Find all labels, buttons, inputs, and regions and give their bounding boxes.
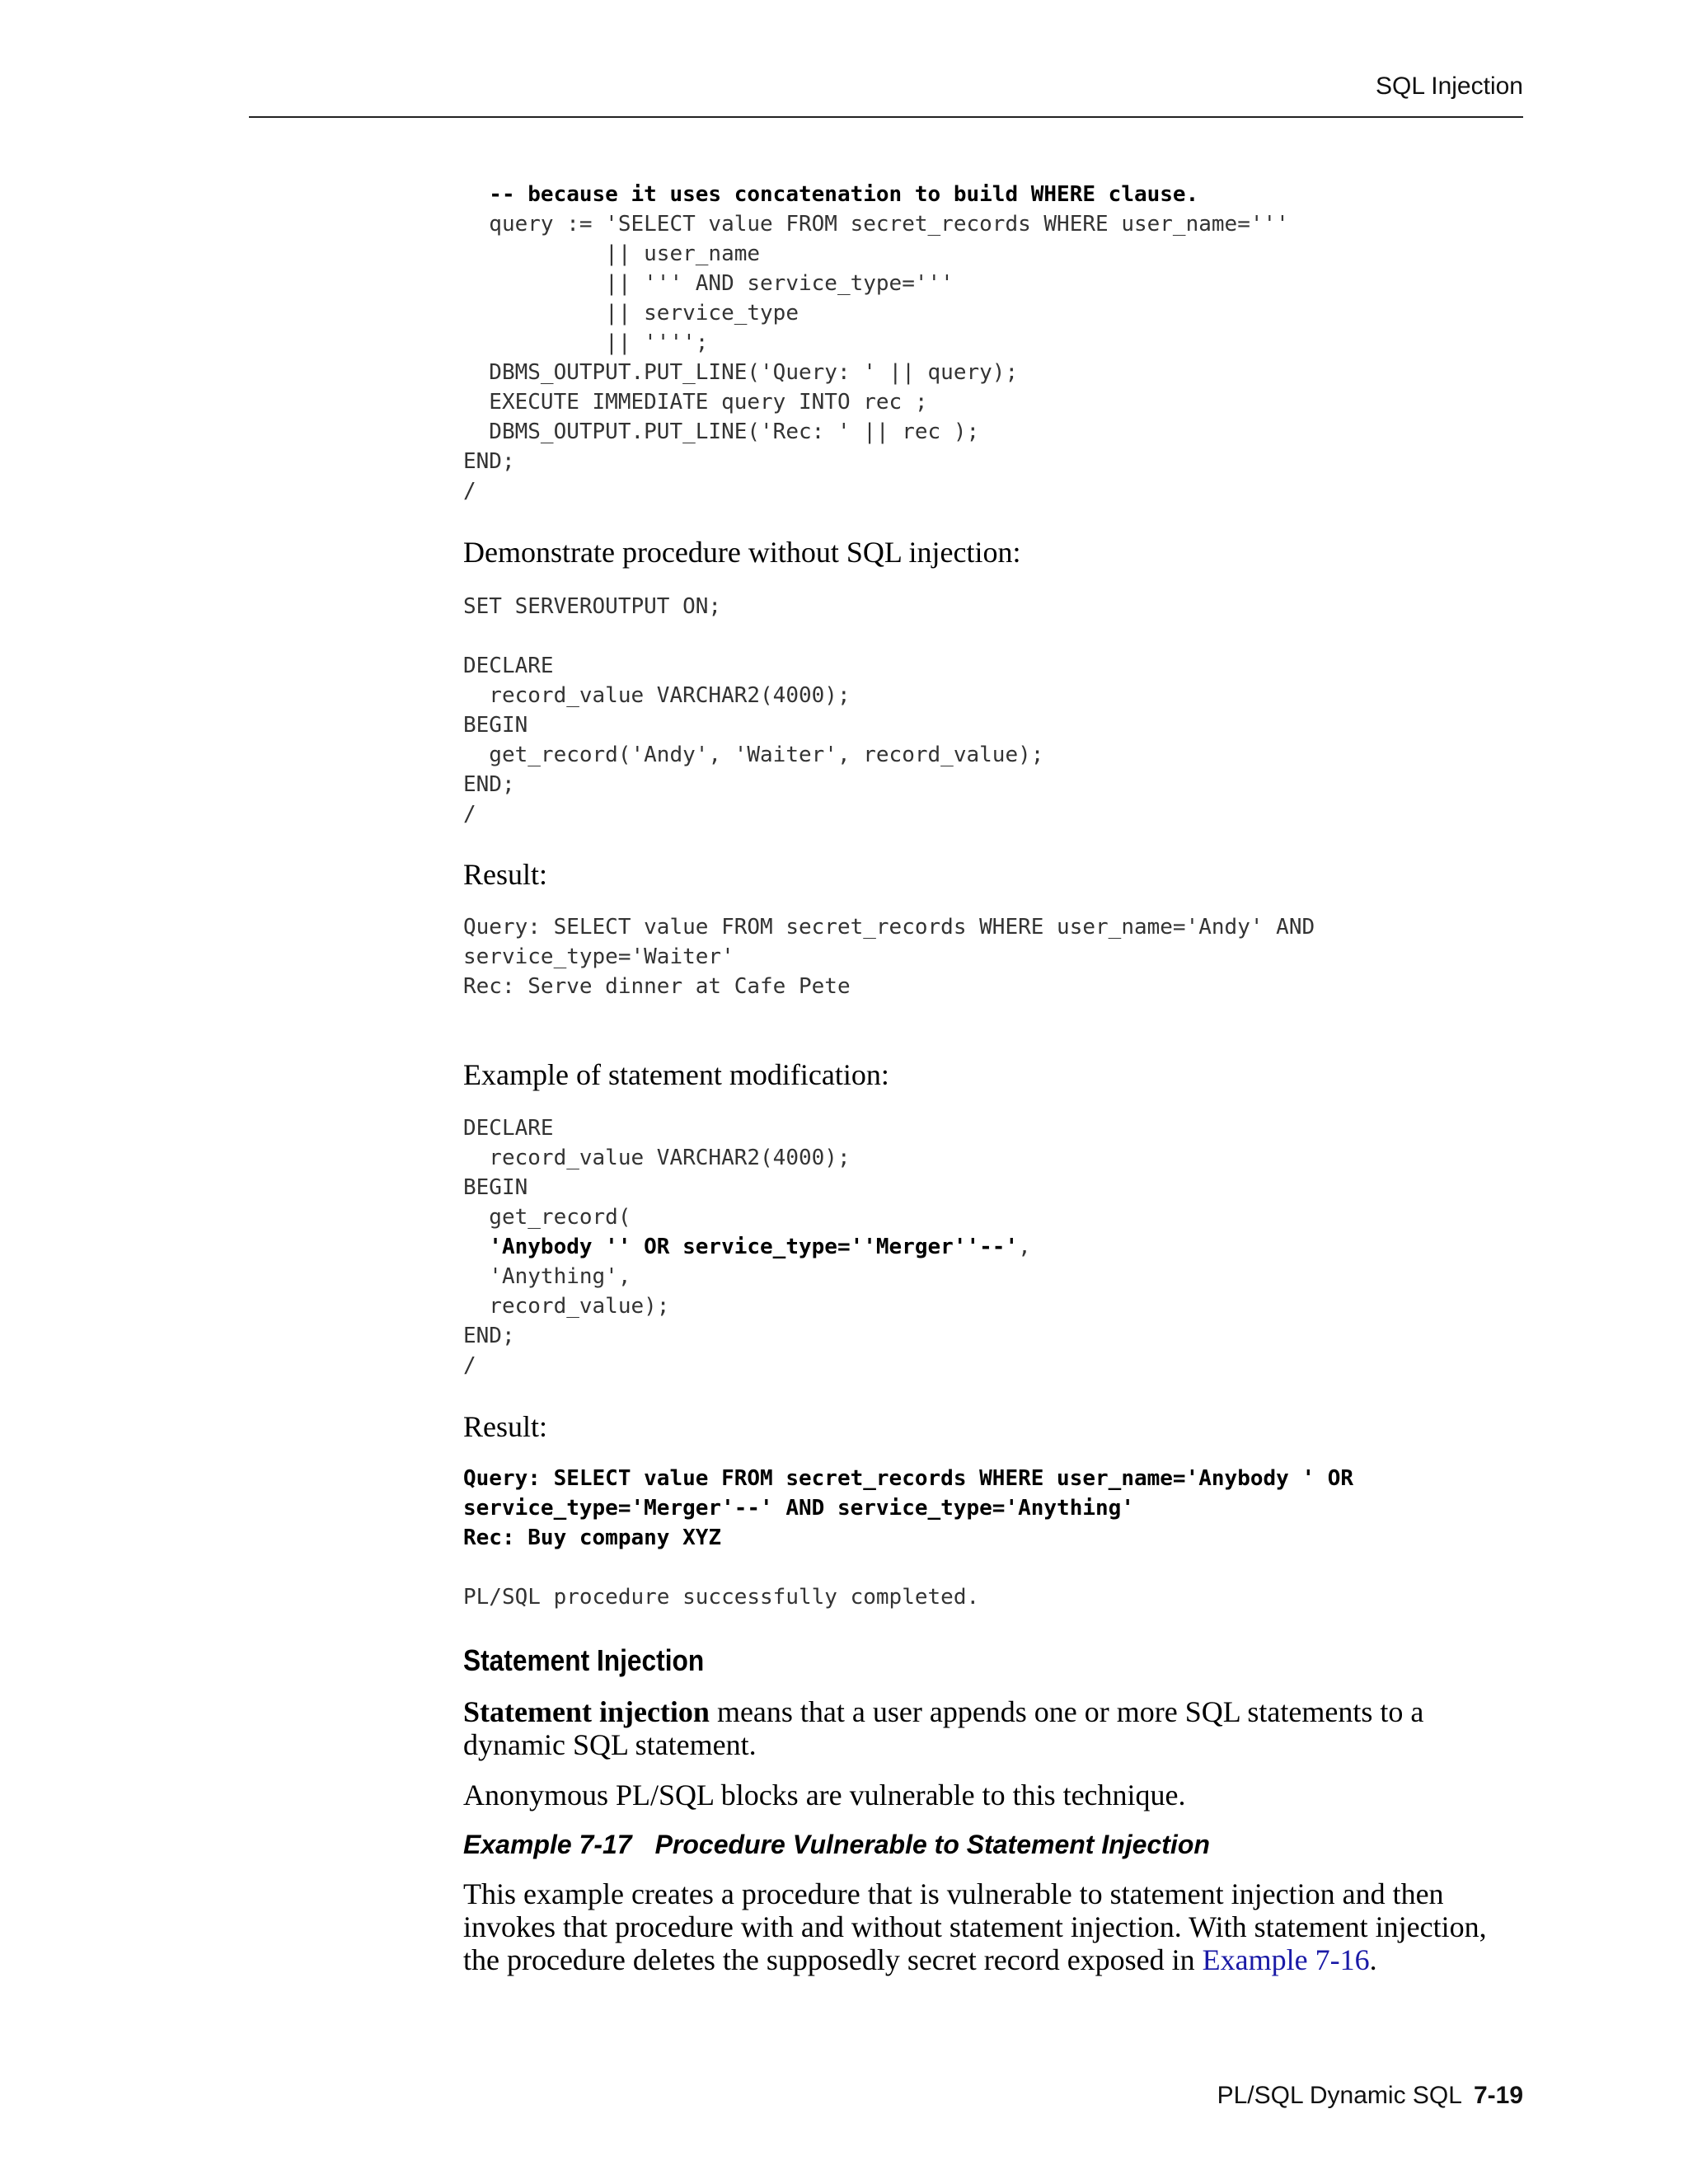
code-lines-after: 'Anything', record_value); END; / — [463, 1264, 670, 1378]
page-footer — [1217, 2082, 1523, 2110]
result-label-1: Result: — [463, 858, 548, 891]
example-period: . — [1369, 1943, 1377, 1976]
running-header: SQL Injection — [1376, 73, 1523, 100]
example-title: Procedure Vulnerable to Statement Injection — [654, 1830, 1210, 1859]
page-number: 7-19 — [1473, 2082, 1523, 2109]
example-heading — [463, 1830, 1210, 1860]
example-7-16-link[interactable]: Example 7-16 — [1202, 1943, 1370, 1976]
paragraph-anonymous-blocks: Anonymous PL/SQL blocks are vulnerable to this technique. — [463, 1779, 1186, 1811]
paragraph-demo-without: Demonstrate procedure without SQL injection: — [463, 536, 1021, 569]
code-lines-before: DECLARE record_value VARCHAR2(4000); BEGIN get_record( — [463, 1116, 851, 1230]
code-block-modification — [463, 1113, 1031, 1380]
code-injected-argument: 'Anybody '' OR service_type=''Merger''--' — [463, 1235, 1019, 1259]
code-block-demo: SET SERVEROUTPUT ON; DECLARE record_value VARCHAR2(4000); BEGIN get_record('Andy', 'Waiter', record_value); END; / — [463, 594, 1044, 827]
code-comment: -- because it uses concatenation to build WHERE clause. — [463, 182, 1199, 207]
term-statement-injection: Statement injection — [463, 1695, 710, 1728]
code-block-procedure-end — [463, 180, 1289, 506]
result-label-2: Result: — [463, 1410, 548, 1443]
paragraph-statement-injection — [463, 1695, 1526, 1761]
paragraph-example-modification: Example of statement modification: — [463, 1058, 889, 1091]
code-block-result-2 — [463, 1464, 1353, 1612]
example-text: This example creates a procedure that is vulnerable to statement injection and then invokes that procedure with and without statement injection. With statement injection, the procedure deletes the supposedly secret record exposed in — [463, 1877, 1487, 1976]
paragraph-example-description — [463, 1877, 1526, 1976]
section-title: Statement Injection — [463, 1643, 705, 1677]
code-comma: , — [1018, 1235, 1031, 1259]
code-lines: query := 'SELECT value FROM secret_records WHERE user_name=''' || user_name || ''' AND service_type=''' || service_type || ''''; DBMS_OUTPUT.PUT_LINE('Query: ' || query); EXECUTE IMMEDIATE query INTO rec ; DBMS_OUTPUT.PUT_LINE('Rec: ' || rec ); END; / — [463, 212, 1289, 504]
definition-text: means that a user appends one or more SQL statements to a dynamic SQL statement. — [463, 1695, 1424, 1761]
code-block-result-1: Query: SELECT value FROM secret_records WHERE user_name='Andy' AND service_type='Waiter' Rec: Serve dinner at Cafe Pete — [463, 915, 1315, 999]
header-rule — [249, 116, 1523, 118]
footer-chapter: PL/SQL Dynamic SQL — [1217, 2082, 1462, 2109]
code-completed-line: PL/SQL procedure successfully completed. — [463, 1585, 980, 1610]
code-injected-output: Query: SELECT value FROM secret_records WHERE user_name='Anybody ' OR service_type='Merger'--' AND service_type='Anything' Rec: Buy company XYZ — [463, 1466, 1354, 1550]
example-number: Example 7-17 — [463, 1830, 632, 1859]
